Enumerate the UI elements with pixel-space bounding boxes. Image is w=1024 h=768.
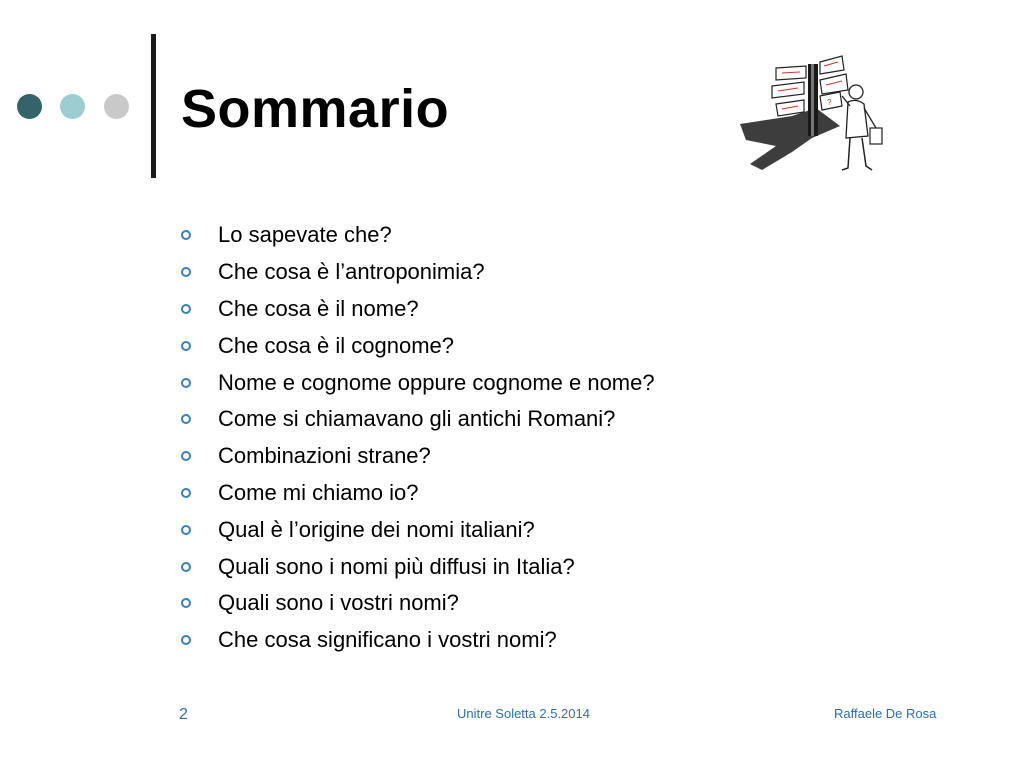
list-item xyxy=(180,327,655,364)
page-number: 2 xyxy=(179,706,188,723)
bullet-list xyxy=(180,217,655,659)
bullet-text: Che cosa è il nome? xyxy=(218,295,419,321)
list-item xyxy=(180,217,655,254)
dot-dark-icon xyxy=(17,94,42,119)
list-item xyxy=(180,438,655,475)
list-item xyxy=(180,254,655,291)
footer-event: Unitre Soletta 2.5.2014 xyxy=(457,706,590,721)
list-item xyxy=(180,585,655,622)
title-divider xyxy=(151,34,156,178)
bullet-text: Lo sapevate che? xyxy=(218,222,392,248)
bullet-circle-icon xyxy=(181,378,191,388)
list-item xyxy=(180,364,655,401)
list-item xyxy=(180,511,655,548)
bullet-circle-icon xyxy=(181,230,191,240)
bullet-circle-icon xyxy=(181,562,191,572)
bullet-text: Come mi chiamo io? xyxy=(218,479,419,505)
bullet-circle-icon xyxy=(181,341,191,351)
bullet-text: Qual è l’origine dei nomi italiani? xyxy=(218,516,535,542)
dot-grey-icon xyxy=(104,94,129,119)
bullet-text: Che cosa significano i vostri nomi? xyxy=(218,627,557,653)
bullet-circle-icon xyxy=(181,451,191,461)
bullet-circle-icon xyxy=(181,488,191,498)
bullet-text: Nome e cognome oppure cognome e nome? xyxy=(218,369,655,395)
dot-light-icon xyxy=(60,94,85,119)
list-item xyxy=(180,548,655,585)
list-item xyxy=(180,475,655,512)
svg-text:?: ? xyxy=(827,98,832,107)
bullet-text: Che cosa è l’antroponimia? xyxy=(218,259,485,285)
bullet-circle-icon xyxy=(181,598,191,608)
bullet-circle-icon xyxy=(181,635,191,645)
list-item xyxy=(180,622,655,659)
bullet-text: Che cosa è il cognome? xyxy=(218,332,455,358)
slide-title: Sommario xyxy=(181,79,450,139)
bullet-circle-icon xyxy=(181,304,191,314)
signpost-confused-man-icon xyxy=(732,52,892,182)
bullet-circle-icon xyxy=(181,525,191,535)
list-item xyxy=(180,291,655,328)
bullet-circle-icon xyxy=(181,414,191,424)
bullet-circle-icon xyxy=(181,267,191,277)
bullet-text: Come si chiamavano gli antichi Romani? xyxy=(218,406,616,432)
bullet-text: Quali sono i vostri nomi? xyxy=(218,590,459,616)
bullet-text: Quali sono i nomi più diffusi in Italia? xyxy=(218,553,575,579)
footer-author: Raffaele De Rosa xyxy=(834,706,937,721)
list-item xyxy=(180,401,655,438)
bullet-text: Combinazioni strane? xyxy=(218,443,431,469)
